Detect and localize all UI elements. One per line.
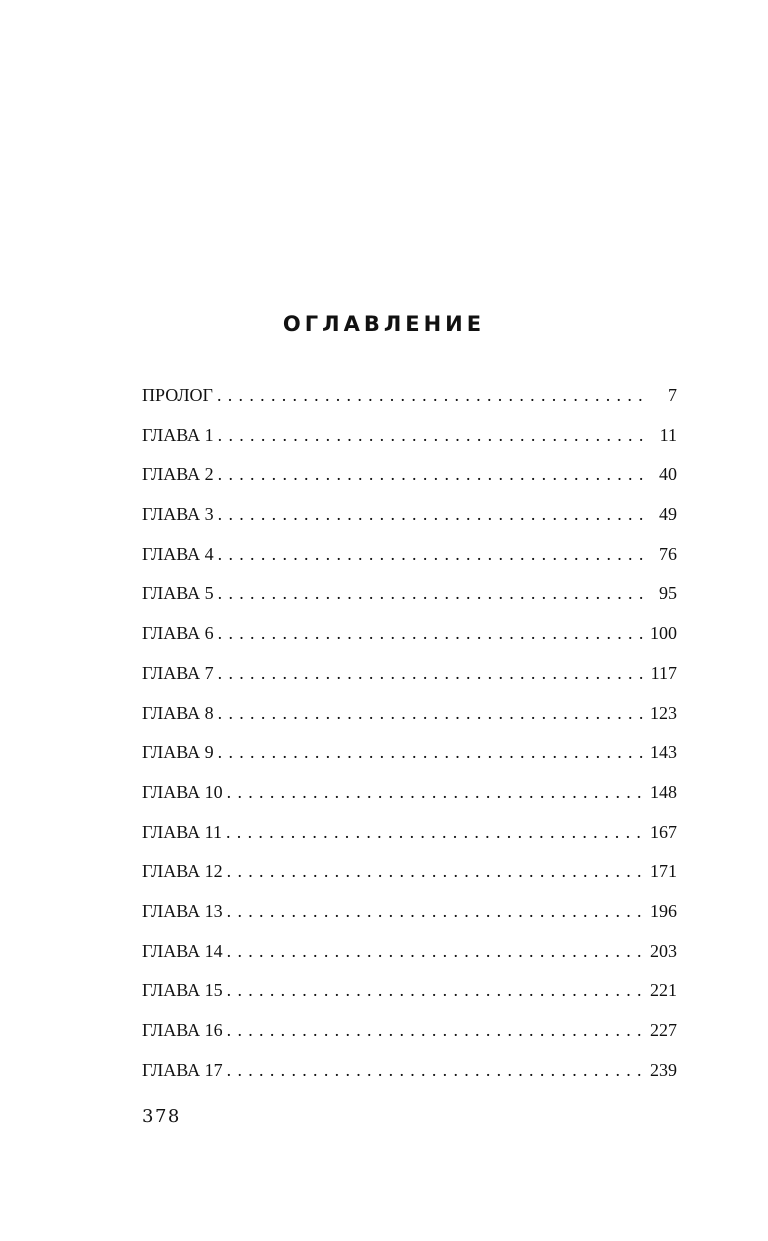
toc-entry-label: ГЛАВА 9 <box>142 742 214 763</box>
toc-entry[interactable] <box>142 499 677 539</box>
toc-entry-label: ГЛАВА 2 <box>142 464 214 485</box>
toc-entry[interactable] <box>142 539 677 579</box>
toc-entry[interactable] <box>142 618 677 658</box>
toc-entry[interactable] <box>142 459 677 499</box>
toc-entry-page: 40 <box>659 464 677 485</box>
toc-entry-page: 167 <box>650 821 677 842</box>
toc-entry-label: ГЛАВА 8 <box>142 702 214 723</box>
dot-leader <box>214 618 647 648</box>
dot-leader <box>223 1015 647 1045</box>
toc-entry-label: ГЛАВА 10 <box>142 781 223 802</box>
toc-entry[interactable] <box>142 578 677 618</box>
toc-entry-label: ГЛАВА 14 <box>142 940 223 961</box>
toc-entry-page: 117 <box>650 662 677 683</box>
table-of-contents <box>142 380 677 1094</box>
toc-entry-label: ГЛАВА 5 <box>142 583 214 604</box>
toc-entry[interactable] <box>142 777 677 817</box>
dot-leader <box>214 459 647 489</box>
dot-leader <box>222 817 647 847</box>
dot-leader <box>214 578 647 608</box>
toc-entry-page: 203 <box>650 940 677 961</box>
toc-entry-page: 11 <box>659 424 677 445</box>
toc-entry-page: 76 <box>659 543 677 564</box>
dot-leader <box>223 777 647 807</box>
dot-leader <box>214 658 647 688</box>
toc-entry[interactable] <box>142 856 677 896</box>
toc-entry[interactable] <box>142 737 677 777</box>
dot-leader <box>214 737 647 767</box>
dot-leader <box>213 380 647 410</box>
toc-entry[interactable] <box>142 936 677 976</box>
dot-leader <box>214 420 647 450</box>
toc-entry[interactable] <box>142 817 677 857</box>
page-number: 378 <box>142 1106 181 1127</box>
toc-entry-page: 143 <box>650 742 677 763</box>
dot-leader <box>223 856 647 886</box>
toc-entry-label: ГЛАВА 4 <box>142 543 214 564</box>
toc-entry[interactable] <box>142 896 677 936</box>
toc-entry-label: ГЛАВА 3 <box>142 504 214 525</box>
dot-leader <box>214 698 647 728</box>
toc-entry-label: ГЛАВА 17 <box>142 1059 223 1080</box>
toc-entry-page: 7 <box>668 385 677 405</box>
toc-entry-page: 49 <box>659 504 677 525</box>
toc-entry-label: ГЛАВА 11 <box>142 821 222 842</box>
toc-entry-label: ГЛАВА 13 <box>142 900 223 921</box>
toc-entry[interactable] <box>142 698 677 738</box>
toc-entry-page: 171 <box>650 861 677 882</box>
toc-entry[interactable] <box>142 658 677 698</box>
toc-entry-label: ГЛАВА 12 <box>142 861 223 882</box>
toc-entry-label: ГЛАВА 1 <box>142 424 214 445</box>
toc-entry-page: 95 <box>659 583 677 604</box>
toc-entry[interactable] <box>142 1015 677 1055</box>
toc-entry-page: 148 <box>650 781 677 802</box>
toc-entry-label: ПРОЛОГ <box>142 385 213 405</box>
dot-leader <box>223 936 647 966</box>
toc-heading: ОГЛАВЛЕНИЕ <box>282 312 486 336</box>
toc-entry-page: 100 <box>650 623 677 644</box>
toc-entry-label: ГЛАВА 15 <box>142 980 223 1001</box>
toc-entry[interactable] <box>142 975 677 1015</box>
toc-entry-page: 239 <box>650 1059 677 1080</box>
dot-leader <box>223 975 647 1005</box>
toc-entry-page: 123 <box>650 702 677 723</box>
toc-entry-page: 227 <box>650 1020 677 1040</box>
toc-entry-page: 196 <box>650 900 677 921</box>
toc-entry-page: 221 <box>650 980 677 1001</box>
toc-entry-label: ГЛАВА 7 <box>142 662 214 683</box>
dot-leader <box>223 896 647 926</box>
toc-entry[interactable] <box>142 420 677 460</box>
toc-entry-label: ГЛАВА 16 <box>142 1020 223 1040</box>
toc-entry[interactable] <box>142 1055 677 1095</box>
dot-leader <box>214 499 647 529</box>
toc-entry-label: ГЛАВА 6 <box>142 623 214 644</box>
dot-leader <box>223 1055 647 1085</box>
toc-entry[interactable] <box>142 380 677 420</box>
dot-leader <box>214 539 647 569</box>
